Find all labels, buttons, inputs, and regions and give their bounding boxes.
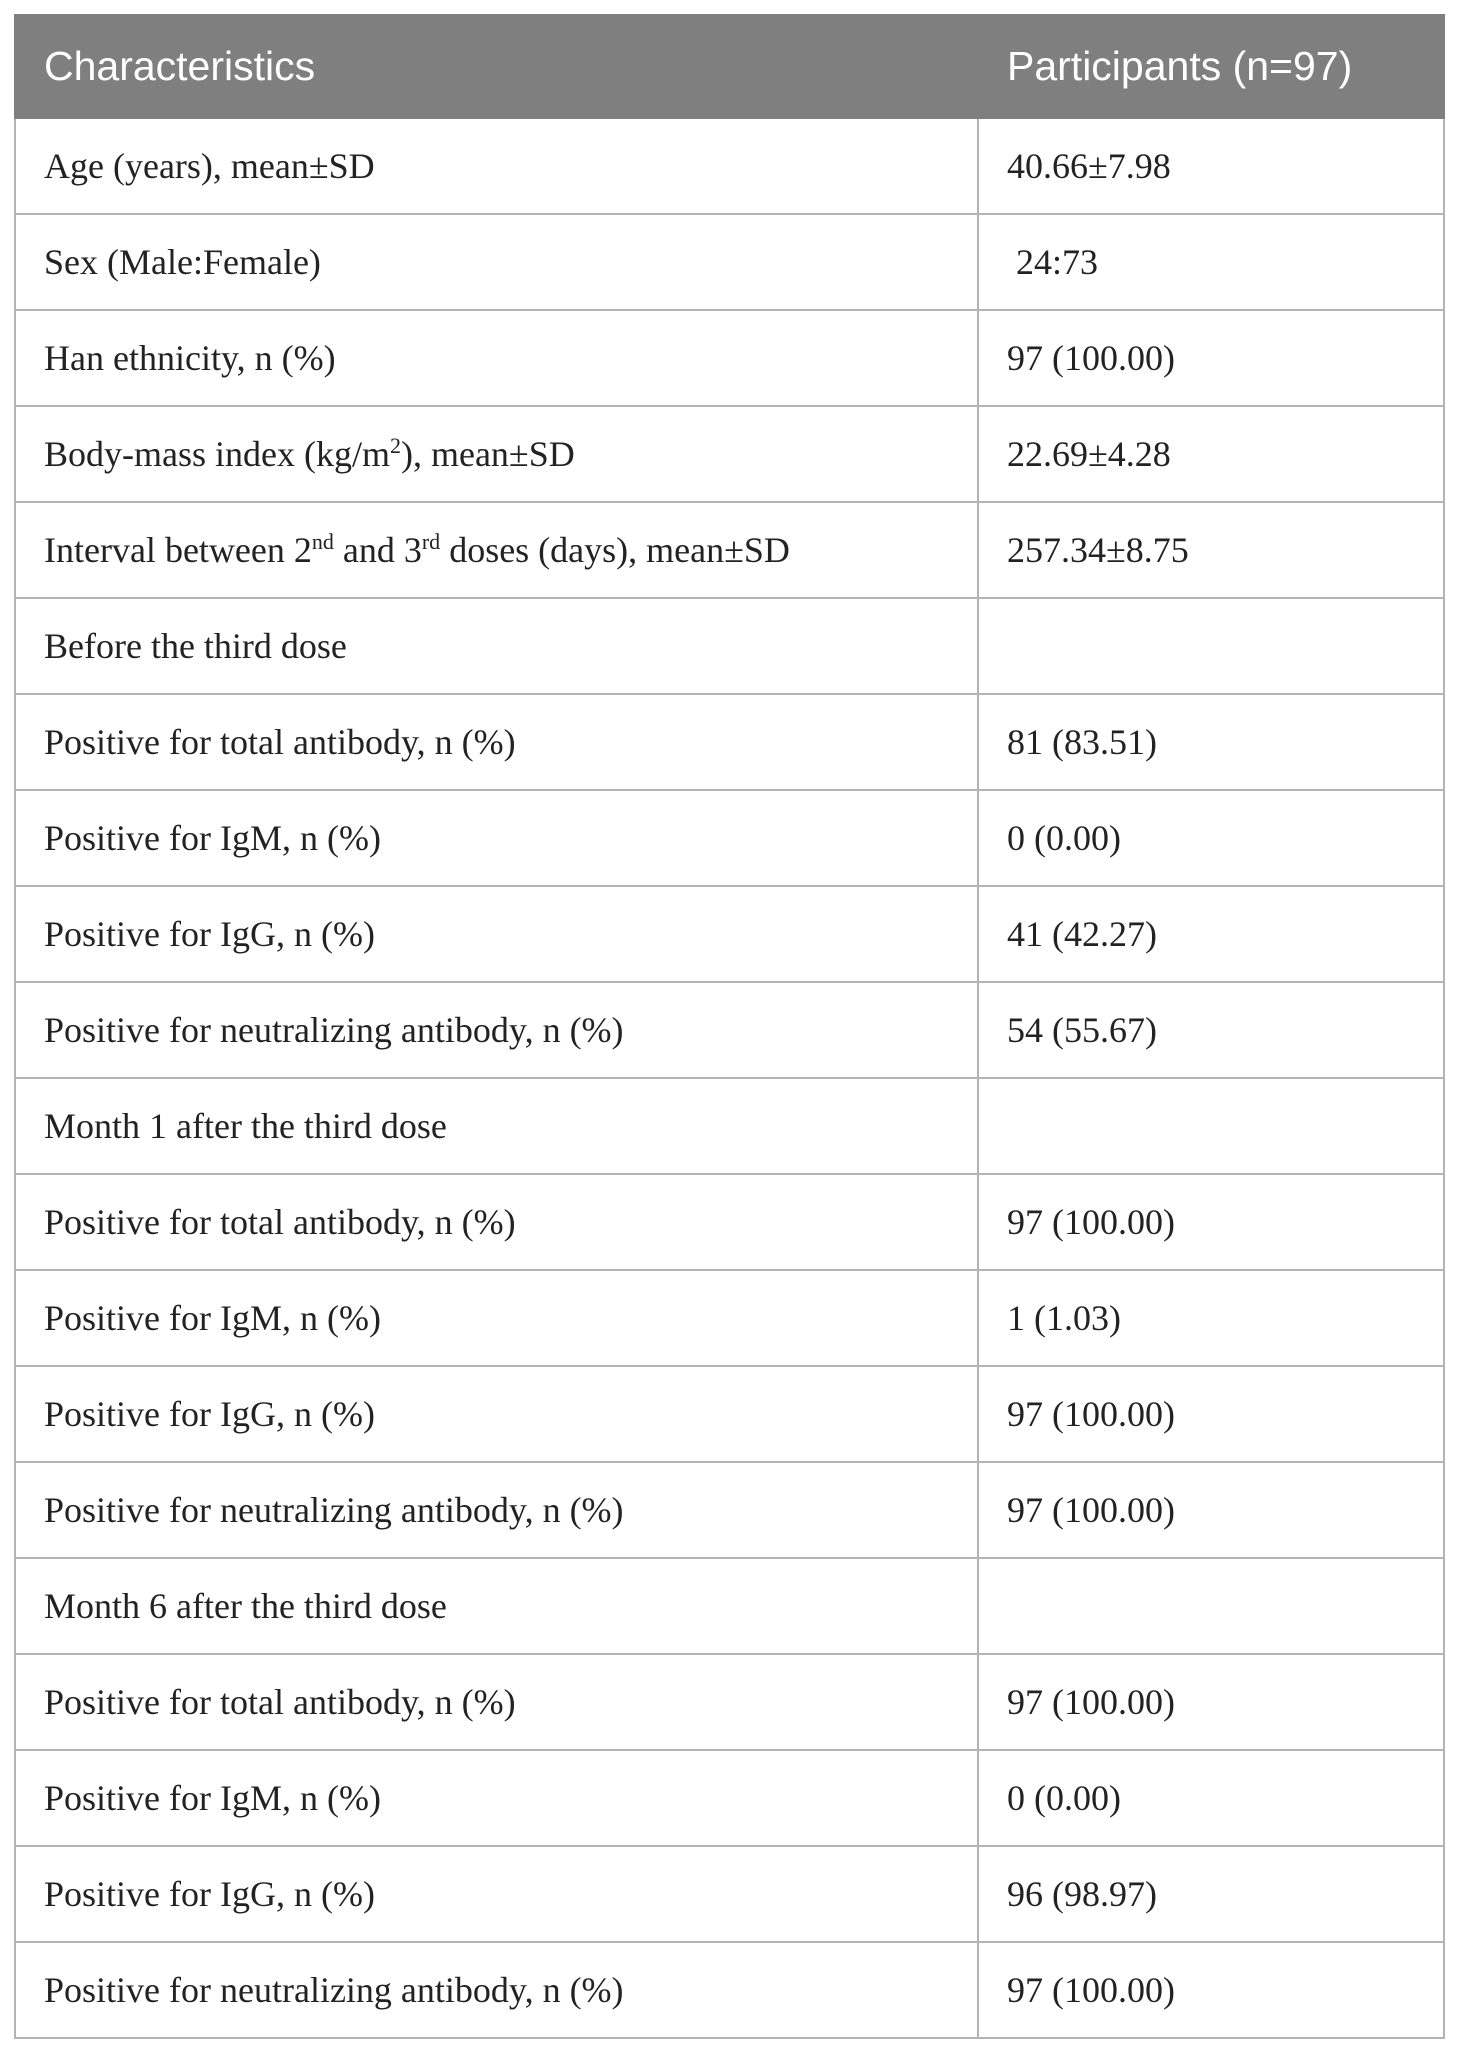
row-label: Positive for IgG, n (%) <box>15 886 978 982</box>
table-row <box>15 982 1444 1078</box>
table-row <box>15 1846 1444 1942</box>
label-part: Interval between 2 <box>44 530 312 570</box>
row-label: Han ethnicity, n (%) <box>15 310 978 406</box>
label-superscript: rd <box>421 529 441 554</box>
row-value <box>978 1558 1444 1654</box>
section-row <box>15 598 1444 694</box>
section-row <box>15 1078 1444 1174</box>
table-row <box>15 310 1444 406</box>
table-row <box>15 1942 1444 2038</box>
row-value <box>978 598 1444 694</box>
row-value: 257.34±8.75 <box>978 502 1444 598</box>
row-value: 97 (100.00) <box>978 310 1444 406</box>
section-row <box>15 1558 1444 1654</box>
table-row <box>15 502 1444 598</box>
row-value: 40.66±7.98 <box>978 118 1444 214</box>
row-value: 81 (83.51) <box>978 694 1444 790</box>
row-value: 0 (0.00) <box>978 790 1444 886</box>
row-label: Sex (Male:Female) <box>15 214 978 310</box>
table-row <box>15 214 1444 310</box>
row-value <box>978 1078 1444 1174</box>
table-body <box>15 118 1444 2038</box>
row-value: 96 (98.97) <box>978 1846 1444 1942</box>
row-label: Positive for IgM, n (%) <box>15 790 978 886</box>
row-value: 97 (100.00) <box>978 1654 1444 1750</box>
table-row <box>15 406 1444 502</box>
row-value: 1 (1.03) <box>978 1270 1444 1366</box>
row-label: Positive for neutralizing antibody, n (%) <box>15 982 978 1078</box>
characteristics-table <box>14 14 1445 2039</box>
row-label: Positive for IgG, n (%) <box>15 1366 978 1462</box>
row-label: Age (years), mean±SD <box>15 118 978 214</box>
row-value: 97 (100.00) <box>978 1942 1444 2038</box>
row-value: 22.69±4.28 <box>978 406 1444 502</box>
row-value: 97 (100.00) <box>978 1366 1444 1462</box>
row-label: Positive for IgG, n (%) <box>15 1846 978 1942</box>
label-part: and 3 <box>333 530 422 570</box>
table-row <box>15 694 1444 790</box>
row-label: Positive for neutralizing antibody, n (%) <box>15 1942 978 2038</box>
table-row <box>15 1366 1444 1462</box>
row-label: Positive for total antibody, n (%) <box>15 694 978 790</box>
row-value: 97 (100.00) <box>978 1174 1444 1270</box>
table-header <box>15 15 1444 118</box>
row-label <box>15 406 978 502</box>
section-label: Before the third dose <box>15 598 978 694</box>
row-value: 41 (42.27) <box>978 886 1444 982</box>
label-part: doses (days), mean±SD <box>440 530 790 570</box>
table-row <box>15 1462 1444 1558</box>
table-row <box>15 1654 1444 1750</box>
table-row <box>15 1270 1444 1366</box>
label-superscript: 2 <box>389 433 401 458</box>
header-participants: Participants (n=97) <box>978 15 1444 118</box>
row-value: 0 (0.00) <box>978 1750 1444 1846</box>
row-label: Positive for neutralizing antibody, n (%) <box>15 1462 978 1558</box>
row-label: Positive for IgM, n (%) <box>15 1750 978 1846</box>
row-value: 24:73 <box>978 214 1444 310</box>
label-superscript: nd <box>311 529 334 554</box>
table-row <box>15 118 1444 214</box>
row-label: Positive for total antibody, n (%) <box>15 1654 978 1750</box>
section-label: Month 6 after the third dose <box>15 1558 978 1654</box>
header-characteristics: Characteristics <box>15 15 978 118</box>
label-part: ), mean±SD <box>400 434 575 474</box>
row-label <box>15 502 978 598</box>
table-row <box>15 790 1444 886</box>
section-label: Month 1 after the third dose <box>15 1078 978 1174</box>
table-row <box>15 1750 1444 1846</box>
label-part: Body-mass index (kg/m <box>44 434 390 474</box>
table-row <box>15 886 1444 982</box>
table-row <box>15 1174 1444 1270</box>
row-label: Positive for total antibody, n (%) <box>15 1174 978 1270</box>
header-row <box>15 15 1444 118</box>
row-value: 54 (55.67) <box>978 982 1444 1078</box>
row-label: Positive for IgM, n (%) <box>15 1270 978 1366</box>
row-value: 97 (100.00) <box>978 1462 1444 1558</box>
